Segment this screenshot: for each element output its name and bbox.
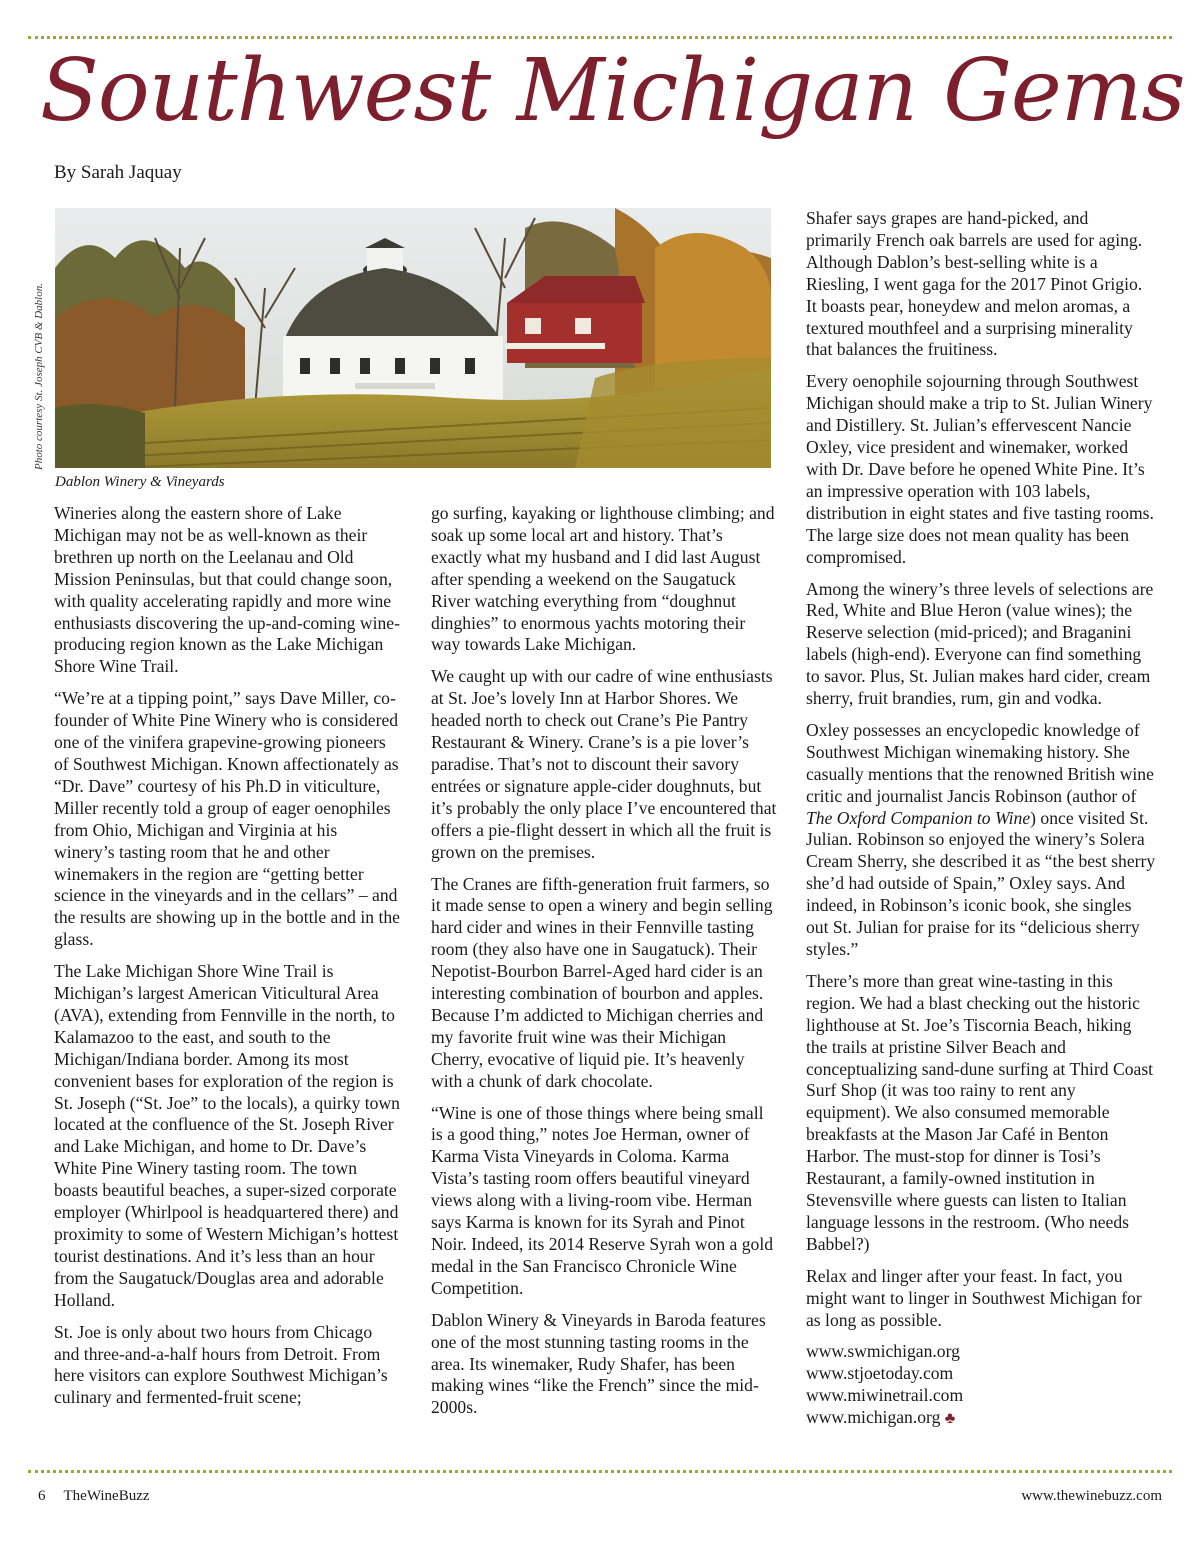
paragraph: Every oenophile sojourning through Southwest Michigan should make a trip to St. Julian Winery and Distillery. St. Julian’s effervescent Nancie Oxley, vice president and winemaker, worked with Dr. Dave before he opened White Pine. It’s an impressive operation with 103 labels, distribution in eight states and five tasting rooms. The large size does not mean quality has been compromised. bbox=[806, 371, 1154, 567]
paragraph: “Wine is one of those things where being small is a good thing,” notes Joe Herman, owner of Karma Vista Vineyards in Coloma. Karma Vista’s tasting room offers beautiful vineyard views along with a living-room vibe. Herman says Karma is known for its Syrah and Pinot Noir. Indeed, its 2014 Reserve Syrah won a gold medal in the San Francisco Chronicle Wine Competition. bbox=[431, 1102, 774, 1298]
paragraph: The Lake Michigan Shore Wine Trail is Michigan’s largest American Viticultural Area (AVA), extending from Fennville in the north, to Kalamazoo to the east, and south to the Michigan/Indiana border. Among its most convenient bases for exploration of the region is St. Joseph (“St. Joe” to the locals), a quirky town located at the confluence of the St. Joseph River and Lake Michigan, and home to Dr. Dave’s White Pine Winery tasting room. The town boasts beautiful beaches, a super-sized corporate employer (Whirlpool is headquartered there) and proximity to some of Western Michigan’s hottest tourist destinations. And it’s less than an hour from the Saugatuck/Douglas area and adorable Holland. bbox=[54, 961, 400, 1310]
paragraph: Dablon Winery & Vineyards in Baroda features one of the most stunning tasting rooms in the area. Its winemaker, Rudy Shafer, has been making wines “like the French” since the mid-2000s. bbox=[431, 1309, 766, 1418]
publication-name: TheWineBuzz bbox=[63, 1488, 150, 1504]
link-stjoetoday[interactable]: www.stjoetoday.com bbox=[806, 1363, 954, 1384]
byline: By Sarah Jaquay bbox=[54, 162, 182, 183]
paragraph-text: Oxley possesses an encyclopedic knowledge of Southwest Michigan winemaking history. She casually mentions that the renowned British wine critic and journalist Jancis Robinson (author of bbox=[806, 719, 1154, 806]
footer-left bbox=[38, 1488, 150, 1505]
winery-photo bbox=[55, 208, 771, 468]
page-number: 6 bbox=[38, 1488, 46, 1504]
article-column-1 bbox=[54, 503, 400, 1419]
winery-photo-illustration bbox=[55, 208, 771, 468]
link-michigan[interactable]: www.michigan.org bbox=[806, 1407, 941, 1428]
paragraph: Relax and linger after your feast. In fact, you might want to linger in Southwest Michigan for as long as possible. bbox=[806, 1265, 1142, 1330]
paragraph: “We’re at a tipping point,” says Dave Miller, co-founder of White Pine Winery who is considered one of the vinifera grapevine-growing pioneers of Southwest Michigan. Known affectionately as “Dr. Dave” courtesy of his Ph.D in viticulture, Miller recently told a group of eager oenophiles from Ohio, Michigan and Virginia at his winery’s tasting room that he and other winemakers in the region are “getting better science in the vineyards and in the cellars” – and the results are showing up in the bottle and in the glass. bbox=[54, 688, 400, 950]
paragraph: Shafer says grapes are hand-picked, and primarily French oak barrels are used for aging. Although Dablon’s best-selling white is a Riesling, I went gaga for the 2017 Pinot Grigio. It boasts pear, honeydew and melon aromas, a textured mouthfeel and a surprising minerality that balances the fruitiness. bbox=[806, 208, 1143, 360]
paragraph: Among the winery’s three levels of selections are Red, White and Blue Heron (value wines); the Reserve selection (mid-priced); and Braganini labels (high-end). Everyone can find something to savor. Plus, St. Julian makes hard cider, cream sherry, fruit brandies, rum, gin and vodka. bbox=[806, 578, 1154, 709]
paragraph-text: ) once visited St. Julian. Robinson so enjoyed the winery’s Solera Cream Sherry, she described it as “the best sherry she’d had outside of Spain,” Oxley says. And indeed, in Robinson’s iconic book, she singles out St. Julian for praise for its “delicious sherry styles.” bbox=[806, 807, 1156, 959]
article-title: Southwest Michigan Gems bbox=[40, 41, 1185, 141]
paragraph: go surfing, kayaking or lighthouse climbing; and soak up some local art and history. That’s exactly what my husband and I did last August after spending a weekend on the Saugatuck River watching everything from “doughnut dinghies” to enormous yachts motoring their way towards Lake Michigan. bbox=[431, 503, 775, 655]
resource-links bbox=[806, 1341, 1156, 1430]
article-column-3 bbox=[806, 208, 1156, 1430]
paragraph: There’s more than great wine-tasting in this region. We had a blast checking out the historic lighthouse at St. Joe’s Tiscornia Beach, hiking the trails at pristine Silver Beach and conceptualizing sand-dune surfing at Third Coast Surf Shop (it was too rainy to rent any equipment). We also consumed memorable breakfasts at the Mason Jar Café in Benton Harbor. The must-stop for dinner is Tosi’s Restaurant, a family-owned institution in Stevensville where guests can listen to Italian language lessons in the restroom. (Who needs Babbel?) bbox=[806, 970, 1154, 1254]
article-column-2 bbox=[431, 503, 777, 1429]
book-title: The Oxford Companion to Wine bbox=[806, 807, 1031, 828]
link-miwinetrail[interactable]: www.miwinetrail.com bbox=[806, 1385, 964, 1406]
paragraph: St. Joe is only about two hours from Chicago and three-and-a-half hours from Detroit. From here visitors can explore Southwest Michigan’s culinary and fermented-fruit scene; bbox=[54, 1321, 388, 1408]
photo-credit: Photo courtesy St. Joseph CVB & Dablon. bbox=[33, 283, 45, 470]
top-dotted-rule bbox=[28, 36, 1172, 39]
photo-caption: Dablon Winery & Vineyards bbox=[55, 474, 225, 490]
paragraph: Wineries along the eastern shore of Lake Michigan may not be as well-known as their brethren up north on the Leelanau and Old Mission Peninsulas, but that could change soon, with quality accelerating rapidly and more wine enthusiasts discovering the up-and-coming wine-producing region known as the Lake Michigan Shore Wine Trail. bbox=[54, 503, 400, 677]
end-mark-icon: ♣ bbox=[944, 1410, 956, 1428]
footer-website[interactable]: www.thewinebuzz.com bbox=[1021, 1488, 1162, 1504]
paragraph: We caught up with our cadre of wine enthusiasts at St. Joe’s lovely Inn at Harbor Shores. We headed north to check out Crane’s Pie Pantry Restaurant & Winery. Crane’s is a pie lover’s paradise. That’s not to discount their savory entrées or signature apple-cider doughnuts, but it’s probably the only place I’ve encountered that offers a pie-flight dessert in which all the fruit is grown on the premises. bbox=[431, 666, 777, 862]
paragraph: The Cranes are fifth-generation fruit farmers, so it made sense to open a winery and begin selling hard cider and wines in their Fennville tasting room (they also have one in Saugatuck). Their Nepotist-Bourbon Barrel-Aged hard cider is an interesting combination of bourbon and apples. Because I’m addicted to Michigan cherries and my favorite fruit wine was their Michigan Cherry, evocative of liquid pie. It’s heavenly with a chunk of dark chocolate. bbox=[431, 873, 773, 1091]
bottom-dotted-rule bbox=[28, 1470, 1172, 1473]
link-swmichigan[interactable]: www.swmichigan.org bbox=[806, 1341, 960, 1362]
paragraph-oxley bbox=[806, 720, 1156, 961]
